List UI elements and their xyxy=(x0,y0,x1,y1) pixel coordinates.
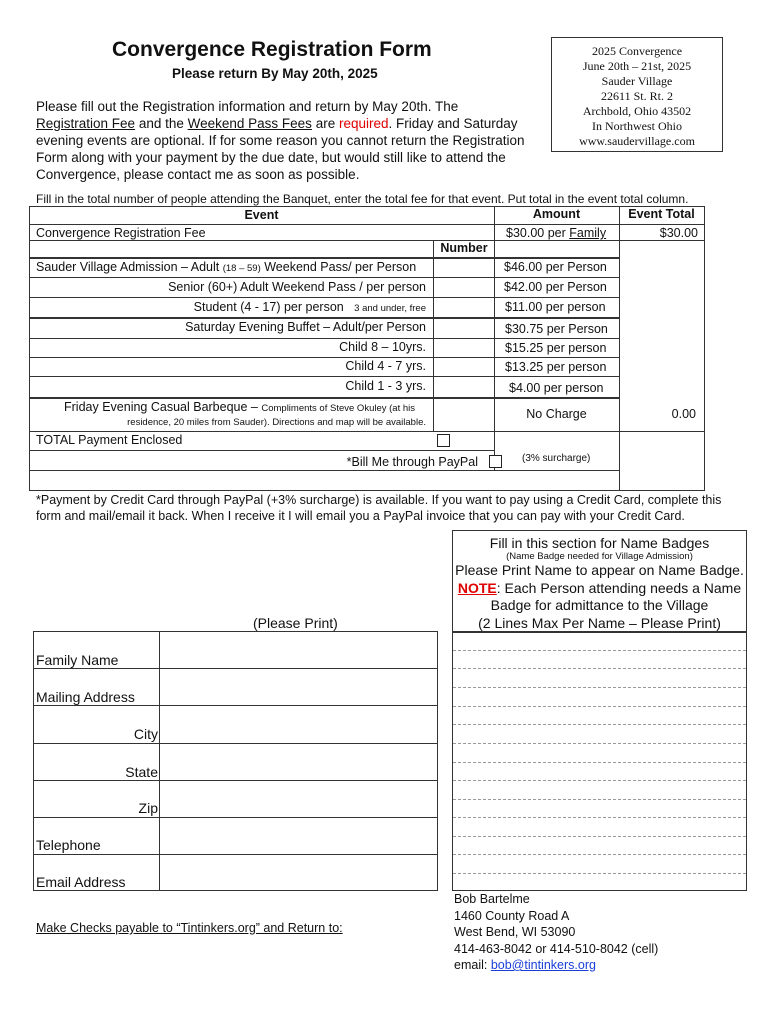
badge-line: Badge for admittance to the Village xyxy=(490,597,709,613)
bbq-note-2: residence, 20 miles from Sauder). Directions and map will be available. xyxy=(127,417,426,428)
badge-input-line[interactable] xyxy=(453,873,746,874)
email-field[interactable] xyxy=(161,856,436,889)
paypal-label: *Bill Me through PayPal xyxy=(346,455,478,469)
reg-fee-price: $30.00 per xyxy=(506,226,566,240)
bbq-label-text: Friday Evening Casual Barbeque – xyxy=(64,400,258,414)
badge-input-line[interactable] xyxy=(453,650,746,651)
student-admission-amount: $11.00 per person xyxy=(505,300,606,314)
event-info-website: www.saudervillage.com xyxy=(579,134,695,148)
zip-field[interactable] xyxy=(161,782,436,816)
reg-fee-label: Convergence Registration Fee xyxy=(36,226,206,240)
intro-text: and the xyxy=(135,116,188,131)
event-info-line: Sauder Village xyxy=(601,74,673,88)
reg-fee-amount xyxy=(506,226,606,240)
intro-line xyxy=(36,115,544,132)
adult-admission-amount: $46.00 per Person xyxy=(504,260,607,274)
note-label: NOTE xyxy=(457,579,497,596)
col-header-event: Event xyxy=(244,208,279,222)
page-subtitle: Please return By May 20th, 2025 xyxy=(172,66,378,81)
badge-input-line[interactable] xyxy=(453,668,746,669)
event-info-box xyxy=(551,37,723,152)
page-title: Convergence Registration Form xyxy=(112,38,432,61)
intro-line: Convergence, please contact me as soon as possible. xyxy=(36,167,360,182)
event-info-line: 22611 St. Rt. 2 xyxy=(601,89,673,103)
child-8-10-amount: $15.25 per person xyxy=(505,341,607,355)
badge-heading: Fill in this section for Name Badges xyxy=(489,535,710,551)
intro-line: Please fill out the Registration information and return by May 20th. The xyxy=(36,99,459,114)
contact-name: Bob Bartelme xyxy=(454,892,530,906)
city-label: City xyxy=(133,726,158,742)
bbq-note: Compliments of Steve Okuley (at his xyxy=(261,403,416,414)
contact-city: West Bend, WI 53090 xyxy=(454,925,576,939)
contact-email-link[interactable]: bob@tintinkers.org xyxy=(490,958,596,972)
badge-input-line[interactable] xyxy=(453,724,746,725)
state-label: State xyxy=(125,764,158,780)
return-address xyxy=(454,891,658,974)
payable-instruction: Make Checks payable to “Tintinkers.org” and Return to: xyxy=(36,921,343,935)
bbq-total: 0.00 xyxy=(671,407,696,421)
senior-admission-label: Senior (60+) Adult Weekend Pass / per person xyxy=(168,280,426,294)
badge-input-line[interactable] xyxy=(453,762,746,763)
city-field[interactable] xyxy=(161,707,436,741)
buffet-label: Saturday Evening Buffet – Adult/per Person xyxy=(185,320,426,334)
contact-street: 1460 County Road A xyxy=(454,908,570,923)
intro-paragraph xyxy=(36,98,544,183)
badge-line: Please Print Name to appear on Name Badge. xyxy=(455,562,744,578)
badge-input-line[interactable] xyxy=(453,743,746,744)
bbq-amount: No Charge xyxy=(526,407,587,421)
event-info-line: June 20th – 21st, 2025 xyxy=(582,59,692,73)
badge-input-line[interactable] xyxy=(453,687,746,688)
table-instructions: Fill in the total number of people attending the Banquet, enter the total fee for that event. Put total in the event total column. xyxy=(36,192,689,206)
child-4-7-label: Child 4 - 7 yrs. xyxy=(345,359,426,373)
child-1-3-amount: $4.00 per person xyxy=(509,381,604,395)
zip-label: Zip xyxy=(138,800,158,816)
intro-line: Form along with your payment by the due date, but would still like to attend the xyxy=(36,150,506,165)
mailing-address-label: Mailing Address xyxy=(36,689,135,705)
state-field[interactable] xyxy=(161,745,436,779)
please-print-label: (Please Print) xyxy=(253,615,338,631)
event-info-line: In Northwest Ohio xyxy=(592,119,682,133)
event-info-line: Archbold, Ohio 43502 xyxy=(582,104,692,118)
col-header-total: Event Total xyxy=(628,207,695,221)
mailing-address-field[interactable] xyxy=(161,670,436,704)
telephone-field[interactable] xyxy=(161,819,436,853)
name-badge-instructions xyxy=(452,530,747,632)
badge-subnote: (Name Badge needed for Village Admission) xyxy=(506,551,693,562)
badge-note xyxy=(453,580,746,598)
intro-text: . Friday and Saturday xyxy=(388,116,518,131)
badge-input-line[interactable] xyxy=(453,854,746,855)
surcharge-note: (3% surcharge) xyxy=(522,453,591,464)
child-8-10-label: Child 8 – 10yrs. xyxy=(339,340,426,354)
senior-admission-amount: $42.00 per Person xyxy=(504,280,607,294)
family-name-label: Family Name xyxy=(36,652,119,668)
child-1-3-label: Child 1 - 3 yrs. xyxy=(345,379,426,393)
badge-input-line[interactable] xyxy=(453,706,746,707)
email-label: Email Address xyxy=(36,874,126,890)
student-admission-label xyxy=(36,300,426,314)
paypal-checkbox[interactable] xyxy=(489,455,502,468)
total-payment-checkbox[interactable] xyxy=(437,434,450,447)
buffet-amount: $30.75 per Person xyxy=(505,322,608,336)
weekend-pass-term: Weekend Pass Fees xyxy=(187,116,312,131)
adult-admission-label xyxy=(36,260,416,274)
adult-label-text: Weekend Pass/ per Person xyxy=(264,260,417,274)
reg-fee-unit: Family xyxy=(569,226,607,240)
badge-input-line[interactable] xyxy=(453,799,746,800)
registration-fee-term: Registration Fee xyxy=(36,116,136,131)
badge-line: (2 Lines Max Per Name – Please Print) xyxy=(478,614,721,631)
reg-fee-total: $30.00 xyxy=(659,226,698,240)
col-header-amount: Amount xyxy=(532,207,581,221)
intro-text: are xyxy=(311,116,339,131)
badge-input-line[interactable] xyxy=(453,780,746,781)
intro-line: evening events are optional. If for some reason you cannot return the Registration xyxy=(36,133,525,148)
student-note: 3 and under, free xyxy=(354,303,426,314)
telephone-label: Telephone xyxy=(36,837,101,853)
note-text: : Each Person attending needs a Name xyxy=(496,579,742,596)
student-label-text: Student (4 - 17) per person xyxy=(193,300,344,314)
badge-input-line[interactable] xyxy=(453,836,746,837)
event-info-line: 2025 Convergence xyxy=(591,44,683,58)
adult-label-text: Sauder Village Admission – Adult xyxy=(36,260,220,274)
total-payment-label: TOTAL Payment Enclosed xyxy=(36,433,183,447)
contact-phone: 414-463-8042 or 414-510-8042 (cell) xyxy=(454,941,659,956)
adult-age-note: (18 – 59) xyxy=(222,263,261,274)
required-text: required xyxy=(338,116,389,131)
contact-email-line xyxy=(454,957,658,974)
email-prefix: email: xyxy=(454,958,491,972)
family-name-field[interactable] xyxy=(161,633,436,667)
bbq-label xyxy=(64,400,415,414)
badge-input-line[interactable] xyxy=(453,817,746,818)
paypal-note: *Payment by Credit Card through PayPal (+3% surcharge) is available. If you want to pay using a Credit Card, complete this form and mail/email it back. When I receive it I will email you a PayPal invoice that you can pay with your Credit Card. xyxy=(36,493,722,523)
child-4-7-amount: $13.25 per person xyxy=(505,360,607,374)
col-header-number: Number xyxy=(440,241,488,255)
